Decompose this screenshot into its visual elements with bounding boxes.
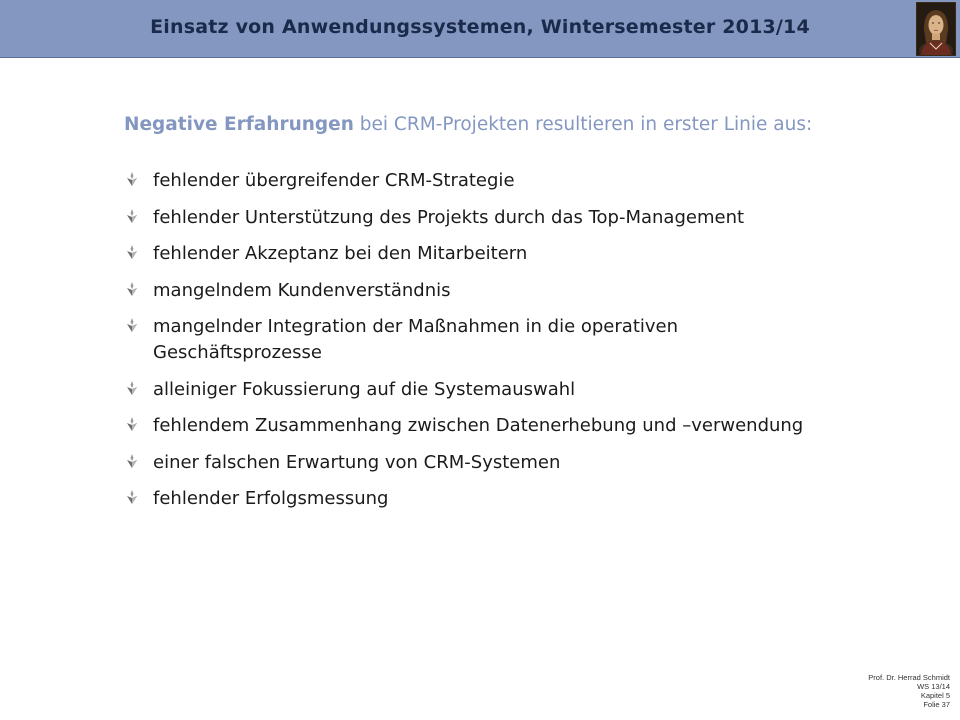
list-item-text: alleiniger Fokussierung auf die Systemauswahl	[153, 378, 576, 400]
heading-emphasis: Negative Erfahrungen	[124, 114, 354, 135]
list-item	[126, 278, 936, 304]
list-item	[126, 314, 936, 366]
bullet-icon	[126, 318, 138, 333]
footer-author: Prof. Dr. Herrad Schmidt	[868, 673, 950, 682]
bullet-list	[126, 168, 936, 523]
list-item-text: einer falschen Erwartung von CRM-Systemen	[153, 451, 561, 473]
list-item-text: mangelndem Kundenverständnis	[153, 279, 451, 301]
bullet-icon	[126, 282, 138, 297]
list-item	[126, 205, 936, 231]
bullet-icon	[126, 209, 138, 224]
footer-semester: WS 13/14	[917, 682, 950, 691]
slide-footer	[830, 673, 950, 709]
bullet-icon	[126, 172, 138, 187]
list-item-text: fehlender Akzeptanz bei den Mitarbeitern	[153, 243, 528, 264]
list-item-text: fehlender Erfolgsmessung	[153, 488, 389, 509]
list-item-text: fehlender übergreifender CRM-Strategie	[153, 170, 515, 191]
list-item-text: mangelnder Integration der Maßnahmen in die operativen Geschäftsprozesse	[153, 316, 679, 363]
portrait-icon	[917, 3, 955, 55]
list-item	[126, 241, 936, 267]
header-title: Einsatz von Anwendungssystemen, Wintersemester 2013/14	[150, 16, 810, 38]
bullet-icon	[126, 245, 138, 260]
bullet-icon	[126, 381, 138, 396]
list-item	[126, 486, 936, 512]
list-item-text: fehlender Unterstützung des Projekts durch das Top-Management	[153, 206, 745, 228]
list-item	[126, 450, 936, 476]
heading-rest: bei CRM-Projekten resultieren in erster Linie aus:	[353, 114, 813, 135]
header-bar	[0, 0, 960, 58]
list-item	[126, 413, 936, 439]
footer-slide-number: Folie 37	[923, 700, 950, 709]
list-item	[126, 168, 936, 194]
list-item	[126, 377, 936, 403]
slide-heading	[124, 114, 812, 135]
portrait-image	[916, 2, 956, 56]
list-item-text: fehlendem Zusammenhang zwischen Datenerhebung und –verwendung	[153, 415, 804, 436]
bullet-icon	[126, 417, 138, 432]
bullet-icon	[126, 454, 138, 469]
footer-chapter: Kapitel 5	[920, 691, 950, 700]
bullet-icon	[126, 490, 138, 505]
